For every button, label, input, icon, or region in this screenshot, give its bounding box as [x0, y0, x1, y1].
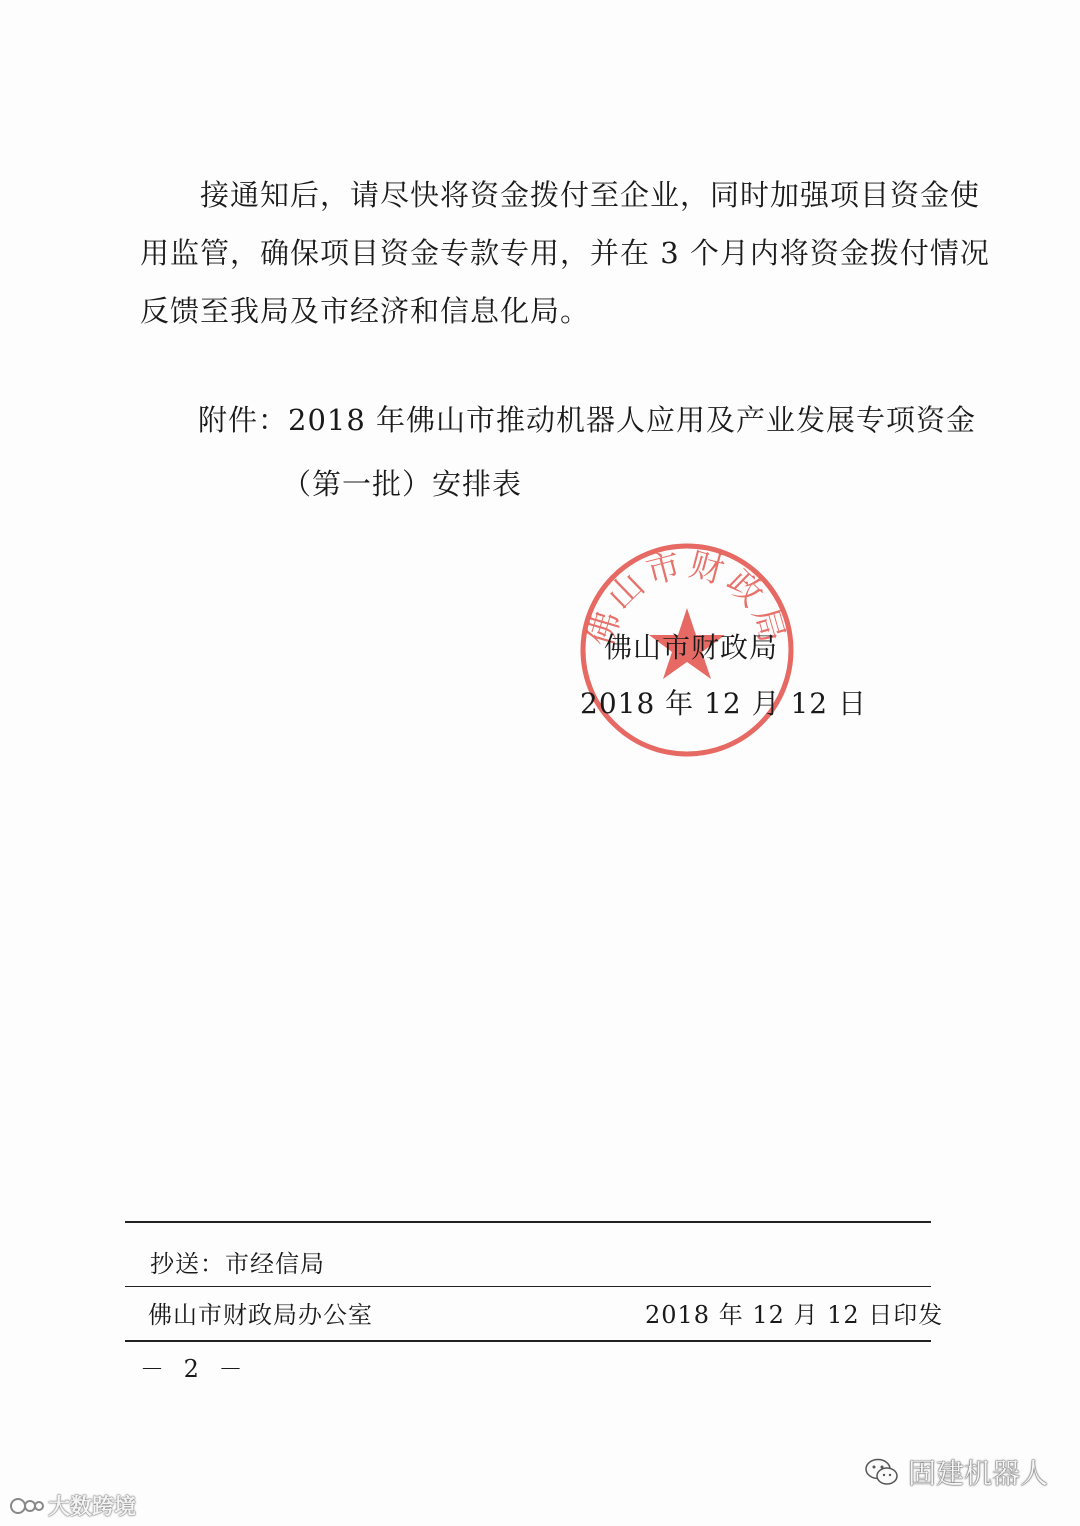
- attachment-line: 附件：2018 年佛山市推动机器人应用及产业发展专项资金: [198, 403, 977, 437]
- page-number: － 2 －: [140, 1355, 249, 1383]
- watermark-right-text: 固建机器人: [908, 1457, 1049, 1490]
- attachment-line: （第一批）安排表: [282, 467, 523, 501]
- footer-rule-middle: [125, 1286, 931, 1287]
- watermark-right: [864, 1452, 1048, 1492]
- footer-rule-top: [125, 1221, 931, 1223]
- watermark-left: [10, 1490, 136, 1521]
- issue-date: 2018 年 12 月 12 日印发: [645, 1301, 944, 1329]
- body-paragraph: [140, 166, 990, 340]
- paragraph-line: 反馈至我局及市经济和信息化局。: [140, 294, 591, 328]
- cc-line: 抄送：市经信局: [150, 1250, 325, 1278]
- issuer: 佛山市财政局办公室: [148, 1301, 373, 1329]
- watermark-logo-icon: [10, 1495, 44, 1517]
- signature-date: 2018 年 12 月 12 日: [580, 687, 868, 720]
- wechat-icon: [864, 1457, 900, 1487]
- footer-rule-bottom: [125, 1340, 931, 1342]
- watermark-left-text: 大数跨境: [48, 1495, 137, 1520]
- svg-text:佛山市财政局: 佛山市财政局: [580, 544, 794, 651]
- paragraph-line: 用监管，确保项目资金专款专用，并在 3 个月内将资金拨付情况: [140, 236, 990, 270]
- paragraph-line: 接通知后，请尽快将资金拨付至企业，同时加强项目资金使: [200, 178, 981, 212]
- signature-org: 佛山市财政局: [604, 631, 779, 664]
- attachment-note: [198, 388, 976, 516]
